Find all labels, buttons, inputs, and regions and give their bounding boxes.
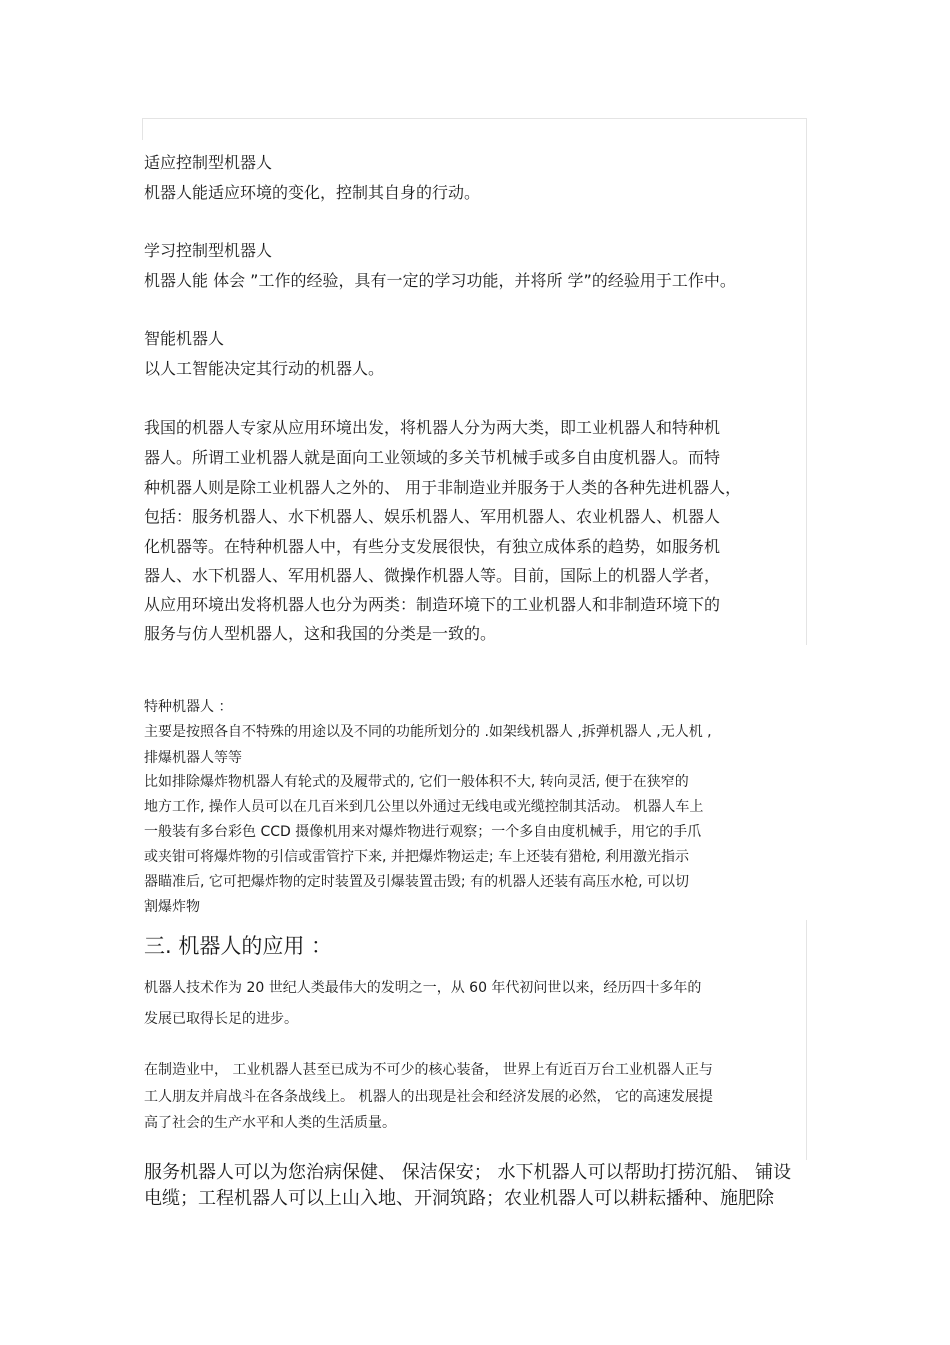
paragraph-line: 服务与仿人型机器人，这和我国的分类是一致的。: [144, 624, 497, 643]
paragraph-line: 从应用环境出发将机器人也分为两类：制造环境下的工业机器人和非制造环境下的: [144, 595, 721, 614]
paragraph-line: 排爆机器人等等: [144, 750, 242, 766]
section-heading: 三. 机器人的应用 ：: [144, 934, 333, 958]
paragraph-line: 在制造业中， 工业机器人甚至已成为不可少的核心装备， 世界上有近百万台工业机器人正与: [144, 1062, 713, 1078]
subheading-special-robot: 特种机器人 ：: [144, 699, 233, 715]
subheading-learning-robot: 学习控制型机器人: [144, 241, 273, 260]
paragraph-line: 服务机器人可以为您治病保健、 保洁保安； 水下机器人可以帮助打捞沉船、 铺设: [144, 1162, 792, 1183]
subheading-intelligent-robot: 智能机器人: [144, 329, 225, 348]
paragraph-line: 器人。所谓工业机器人就是面向工业领域的多关节机械手或多自由度机器人。而特: [144, 448, 721, 467]
paragraph-line: 一般装有多台彩色 CCD 摄像机用来对爆炸物进行观察；一个多自由度机械手，用它的手爪: [144, 824, 702, 840]
frame-border-right-lower: [806, 920, 807, 1160]
paragraph-line: 包括：服务机器人、水下机器人、娱乐机器人、军用机器人、农业机器人、机器人: [144, 507, 721, 526]
paragraph-line: 以人工智能决定其行动的机器人。: [144, 359, 385, 378]
paragraph-line: 比如排除爆炸物机器人有轮式的及履带式的, 它们一般体积不大, 转向灵活, 便于在狭窄的: [144, 774, 689, 790]
paragraph-line: 机器人能 体会 ”工作的经验，具有一定的学习功能，并将所 学”的经验用于工作中。: [144, 271, 736, 290]
paragraph-line: 机器人能适应环境的变化，控制其自身的行动。: [144, 183, 481, 202]
paragraph-line: 器瞄准后, 它可把爆炸物的定时装置及引爆装置击毁; 有的机器人还装有高压水枪, 可以切: [144, 874, 689, 890]
paragraph-line: 主要是按照各自不特殊的用途以及不同的功能所划分的 .如架线机器人 ,拆弹机器人 ,无人机 ,: [144, 724, 712, 740]
frame-border-right: [806, 118, 807, 645]
paragraph-line: 工人朋友并肩战斗在各条战线上。 机器人的出现是社会和经济发展的必然， 它的高速发展提: [144, 1089, 713, 1105]
subheading-adaptive-robot: 适应控制型机器人: [144, 153, 273, 172]
paragraph-line: 电缆；工程机器人可以上山入地、开洞筑路；农业机器人可以耕耘播种、施肥除: [144, 1188, 774, 1209]
paragraph-line: 或夹钳可将爆炸物的引信或雷管拧下来, 并把爆炸物运走; 车上还装有猎枪, 利用激光指示: [144, 849, 689, 865]
frame-border-left: [142, 118, 143, 140]
paragraph-line: 我国的机器人专家从应用环境出发，将机器人分为两大类，即工业机器人和特种机: [144, 418, 721, 437]
paragraph-line: 机器人技术作为 20 世纪人类最伟大的发明之一，从 60 年代初问世以来，经历四十多年的: [144, 980, 702, 996]
paragraph-line: 地方工作, 操作人员可以在几百米到几公里以外通过无线电或光缆控制其活动。 机器人车上: [144, 799, 704, 815]
paragraph-line: 割爆炸物: [144, 899, 200, 915]
paragraph-line: 化机器等。在特种机器人中，有些分支发展很快，有独立成体系的趋势，如服务机: [144, 537, 721, 556]
paragraph-line: 器人、水下机器人、军用机器人、微操作机器人等。目前，国际上的机器人学者，: [144, 566, 721, 585]
paragraph-line: 发展已取得长足的进步。: [144, 1011, 298, 1027]
paragraph-line: 高了社会的生产水平和人类的生活质量。: [144, 1115, 396, 1131]
frame-border-top: [142, 118, 807, 119]
paragraph-line: 种机器人则是除工业机器人之外的、 用于非制造业并服务于人类的各种先进机器人，: [144, 478, 742, 497]
